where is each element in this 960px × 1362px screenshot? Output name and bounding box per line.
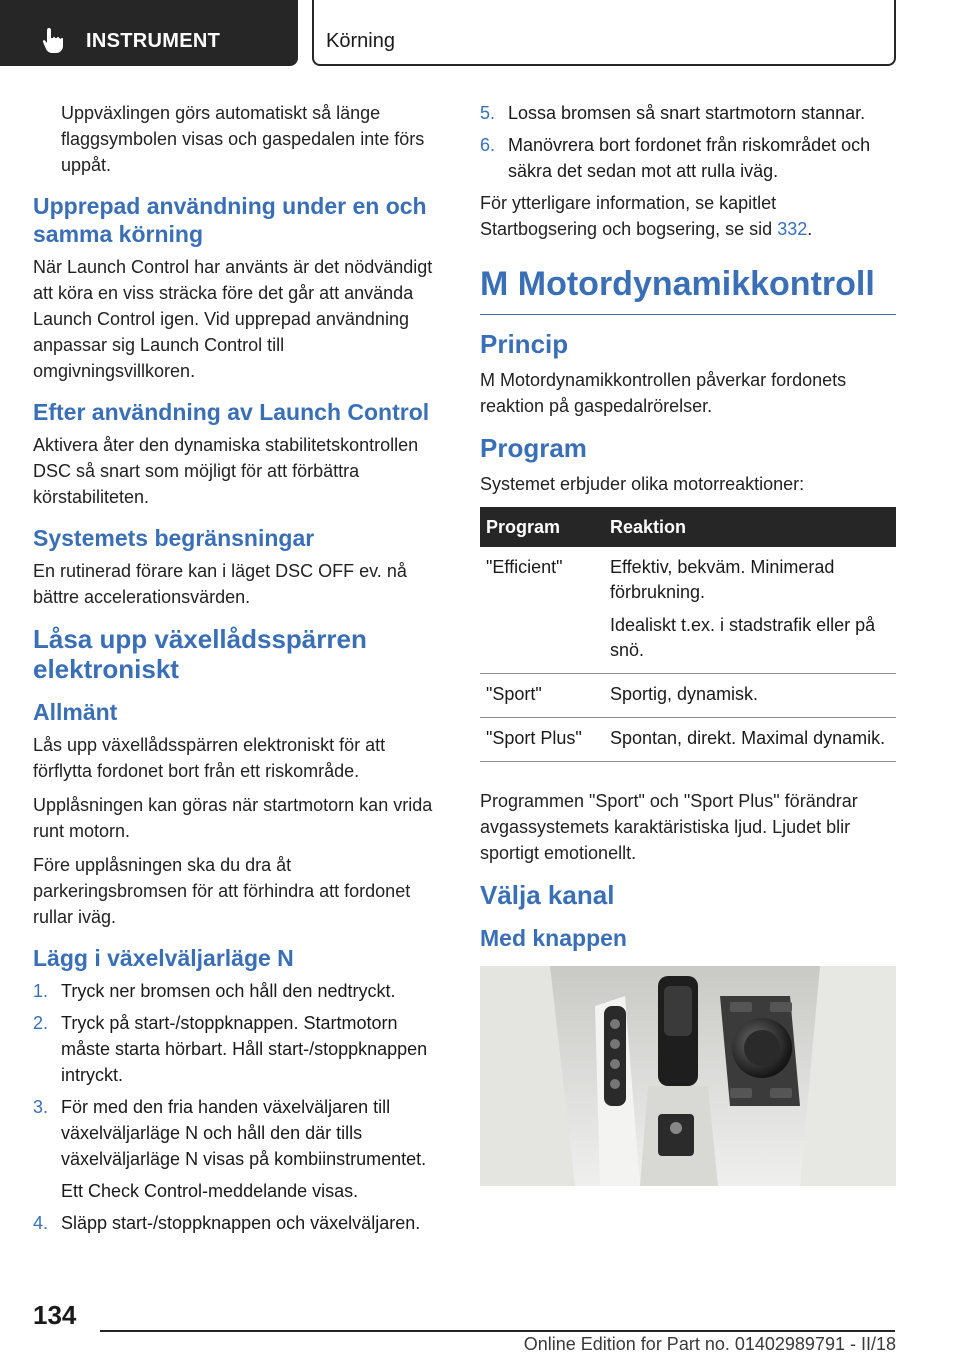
principle-heading: Princip (480, 329, 569, 359)
step-number: 2. (33, 1013, 49, 1033)
channel-heading: Välja kanal (480, 880, 615, 910)
program-cell: "Sport" (480, 674, 604, 718)
column-header-program: Program (480, 507, 604, 547)
chapter-title: Körning (326, 30, 395, 52)
section-tab[interactable] (0, 0, 298, 66)
step-number: 5. (480, 103, 496, 123)
step-text: För med den fria handen växelväljaren till växelväljarläge N och håll den där tills växelväljarläge N visas på kombiinstrumentet. (61, 1097, 427, 1169)
neutral-steps (33, 978, 445, 1236)
program-intro: Systemet erbjuder olika motorreaktioner: (480, 474, 805, 494)
reaction-note: Idealiskt t.ex. i stadstrafik eller på snö. (610, 615, 876, 660)
program-cell: "Sport Plus" (480, 718, 604, 762)
left-column (33, 100, 445, 1242)
edition-text: Online Edition for Part no. 01402989791 - II/18 (523, 1334, 896, 1354)
hand-pointer-icon (40, 26, 66, 54)
step-number: 1. (33, 981, 49, 1001)
page-reference-link[interactable]: 332 (777, 219, 808, 239)
step-text: Lossa bromsen så snart startmotorn stannar. (508, 103, 866, 123)
more-info-end: . (807, 219, 813, 239)
step-note: Ett Check Control-meddelande visas. (61, 1181, 359, 1201)
after-heading: Efter användning av Launch Control (33, 399, 430, 425)
program-table (480, 507, 896, 762)
reaction-cell: Spontan, direkt. Maximal dynamik. (604, 718, 896, 762)
step-number: 4. (33, 1213, 49, 1233)
program-after-paragraph: Programmen "Sport" och "Sport Plus" förändrar avgassystemets karaktäristiska ljud. Ljudet blir sportigt emotionellt. (480, 791, 858, 863)
center-console-illustration (480, 966, 896, 1186)
chapter-tab[interactable] (312, 0, 896, 66)
step-number: 6. (480, 135, 496, 155)
right-column (480, 100, 896, 1186)
center-console-photo (480, 966, 896, 1186)
after-paragraph: Aktivera åter den dynamiska stabilitetskontrollen DSC så snart som möjligt för att förbättra körstabiliteten. (33, 435, 419, 507)
table-row (480, 674, 896, 718)
table-row (480, 547, 896, 674)
step-text: Släpp start-/stoppknappen och växelväljaren. (61, 1213, 421, 1233)
table-row (480, 718, 896, 762)
column-header-reaction: Reaktion (604, 507, 896, 547)
table-header-row (480, 507, 896, 547)
reaction-text: Effektiv, bekväm. Minimerad förbrukning. (610, 557, 835, 602)
neutral-heading: Lägg i växelväljarläge N (33, 945, 294, 971)
general-paragraph-3: Före upplåsningen ska du dra åt parkeringsbromsen för att förhindra att fordonet rullar iväg. (33, 855, 411, 927)
step-item (33, 1094, 445, 1204)
program-cell: "Efficient" (480, 547, 604, 674)
general-paragraph-1: Lås upp växellådsspärren elektroniskt för att förflytta fordonet bort från ett riskområde. (33, 735, 386, 781)
step-text: Tryck ner bromsen och håll den nedtryckt. (61, 981, 396, 1001)
reaction-cell (604, 547, 896, 674)
more-info-text: För ytterligare information, se kapitlet Startbogsering och bogsering, se sid (480, 193, 778, 239)
limits-paragraph: En rutinerad förare kan i läget DSC OFF ev. nå bättre accelerationsvärden. (33, 561, 407, 607)
continued-steps (480, 100, 896, 184)
page-header (0, 0, 960, 66)
unlock-heading: Låsa upp växellådsspärren elektroniskt (33, 624, 367, 684)
step-item (480, 132, 896, 184)
general-heading: Allmänt (33, 699, 118, 725)
repeat-heading: Upprepad användning under en och samma körning (33, 193, 427, 247)
main-heading: M Motordynamikkontroll (480, 264, 896, 315)
program-heading: Program (480, 433, 587, 463)
button-heading: Med knappen (480, 925, 627, 951)
intro-paragraph: Uppväxlingen görs automatiskt så länge flaggsymbolen visas och gaspedalen inte förs uppåt. (61, 103, 425, 175)
more-info-paragraph (480, 190, 896, 242)
step-number: 3. (33, 1097, 49, 1117)
step-text: Manövrera bort fordonet från riskområdet och säkra det sedan mot att rulla iväg. (508, 135, 871, 181)
page-number: 134 (33, 1300, 77, 1330)
reaction-cell: Sportig, dynamisk. (604, 674, 896, 718)
repeat-paragraph: När Launch Control har använts är det nödvändigt att köra en viss sträcka före det går att använda Launch Control igen. Vid upprepad användning anpassar sig Launch Control till omgivningsvillkoren. (33, 257, 433, 381)
section-title: INSTRUMENT (86, 30, 221, 52)
step-item (33, 1210, 445, 1236)
step-item (480, 100, 896, 126)
step-item (33, 1010, 445, 1088)
step-item (33, 978, 445, 1004)
principle-paragraph: M Motordynamikkontrollen påverkar fordonets reaktion på gaspedalrörelser. (480, 370, 847, 416)
footer-divider (100, 1330, 895, 1332)
limits-heading: Systemets begränsningar (33, 525, 315, 551)
general-paragraph-2: Upplåsningen kan göras när startmotorn kan vrida runt motorn. (33, 795, 433, 841)
step-text: Tryck på start-/stoppknappen. Startmotorn måste starta hörbart. Håll start-/stoppknappen intryckt. (61, 1013, 428, 1085)
